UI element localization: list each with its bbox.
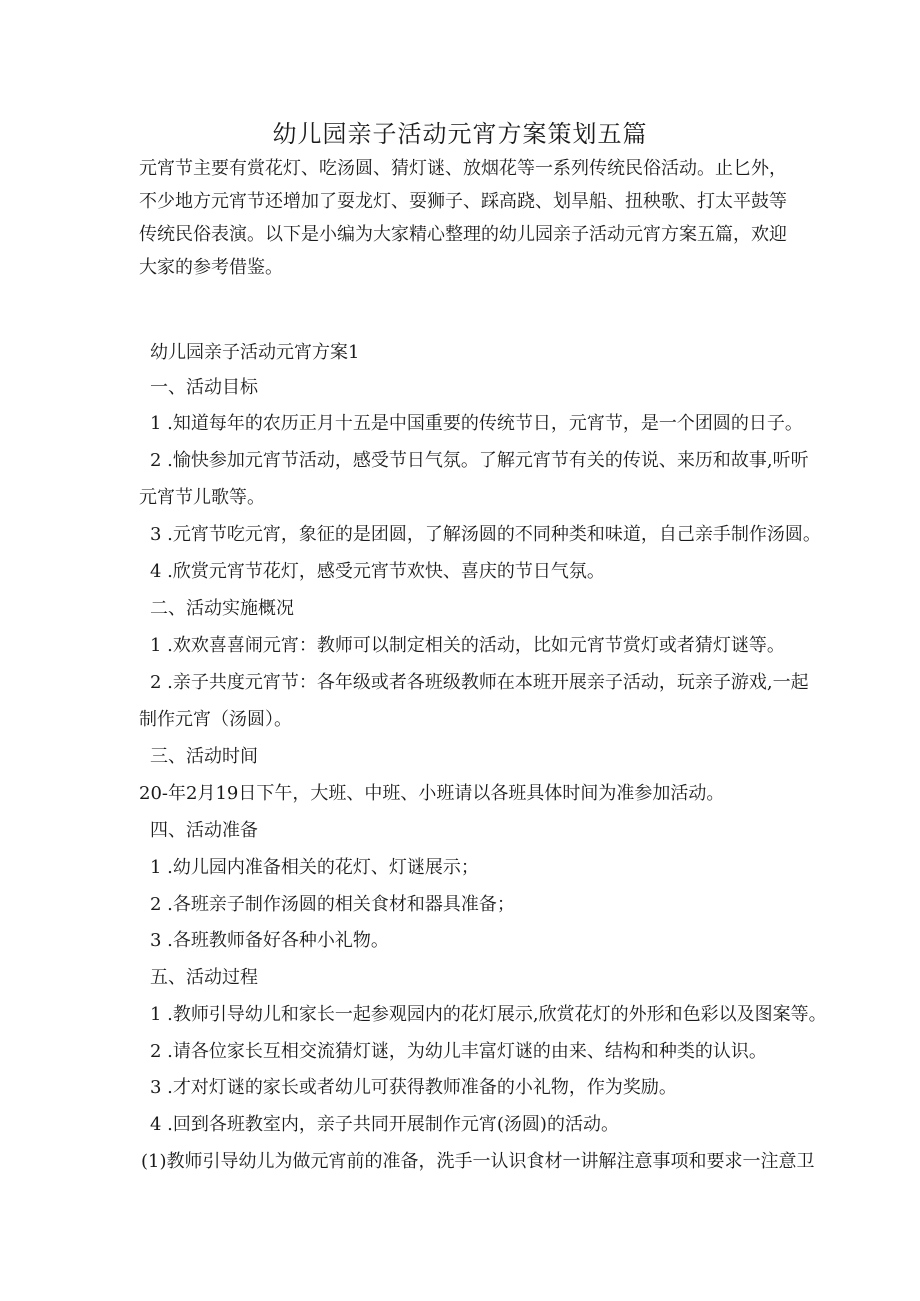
goal-item-1: 1 .知道每年的农历正月十五是中国重要的传统节日，元宵节，是一个团圆的日子。 — [150, 413, 803, 434]
section-heading-goals: 一、活动目标 — [150, 377, 258, 398]
section-heading-time: 三、活动时间 — [150, 746, 258, 767]
activity-time-text: 20-年2月19日下午，大班、中班、小班请以各班具体时间为准参加活动。 — [139, 783, 725, 804]
goal-item-4: 4 .欣赏元宵节花灯，感受元宵节欢快、喜庆的节日气氛。 — [150, 561, 605, 582]
section-heading-overview: 二、活动实施概况 — [150, 598, 294, 619]
goal-item-3: 3 .元宵节吃元宵，象征的是团圆，了解汤圆的不同种类和味道，自己亲手制作汤圆。 — [150, 524, 821, 545]
process-sub-item-1: (1)教师引导幼儿为做元宵前的准备，洗手一认识食材一讲解注意事项和要求一注意卫 — [141, 1151, 815, 1172]
preparation-item-3: 3 .各班教师备好各种小礼物。 — [150, 930, 389, 951]
overview-item-1: 1 .欢欢喜喜闹元宵：教师可以制定相关的活动，比如元宵节赏灯或者猜灯谜等。 — [150, 635, 785, 656]
process-item-1: 1 .教师引导幼儿和家长一起参观园内的花灯展示,欣赏花灯的外形和色彩以及图案等。 — [150, 1004, 827, 1025]
overview-item-2-continued: 制作元宵（汤圆）。 — [139, 709, 292, 730]
overview-item-2: 2 .亲子共度元宵节：各年级或者各班级教师在本班开展亲子活动，玩亲子游戏,一起 — [150, 672, 809, 693]
preparation-item-1: 1 .幼儿园内准备相关的花灯、灯谜展示； — [150, 857, 479, 878]
process-item-4: 4 .回到各班教室内，亲子共同开展制作元宵(汤圆)的活动。 — [150, 1114, 619, 1135]
intro-paragraph: 元宵节主要有赏花灯、吃汤圆、猜灯谜、放烟花等一系列传统民俗活动。止匕外，不少地方元宵节还增加了耍龙灯、耍狮子、踩高跷、划旱船、扭秧歌、打太平鼓等传统民俗表演。以下是小编为大家精心整理的幼儿园亲子活动元宵方案五篇，欢迎大家的参考借鉴。 — [139, 158, 787, 278]
document-title: 幼儿园亲子活动元宵方案策划五篇 — [272, 120, 648, 148]
goal-item-2-continued: 元宵节儿歌等。 — [139, 487, 265, 508]
plan-heading: 幼儿园亲子活动元宵方案1 — [150, 342, 360, 363]
process-item-3: 3 .才对灯谜的家长或者幼儿可获得教师准备的小礼物，作为奖励。 — [150, 1077, 677, 1098]
process-item-2: 2 .请各位家长互相交流猜灯谜，为幼儿丰富灯谜的由来、结构和种类的认识。 — [150, 1041, 767, 1062]
goal-item-2: 2 .愉快参加元宵节活动，感受节日气氛。了解元宵节有关的传说、来历和故事,听听 — [150, 450, 809, 471]
section-heading-process: 五、活动过程 — [150, 967, 258, 988]
section-heading-preparation: 四、活动准备 — [150, 820, 258, 841]
preparation-item-2: 2 .各班亲子制作汤圆的相关食材和器具准备； — [150, 894, 515, 915]
